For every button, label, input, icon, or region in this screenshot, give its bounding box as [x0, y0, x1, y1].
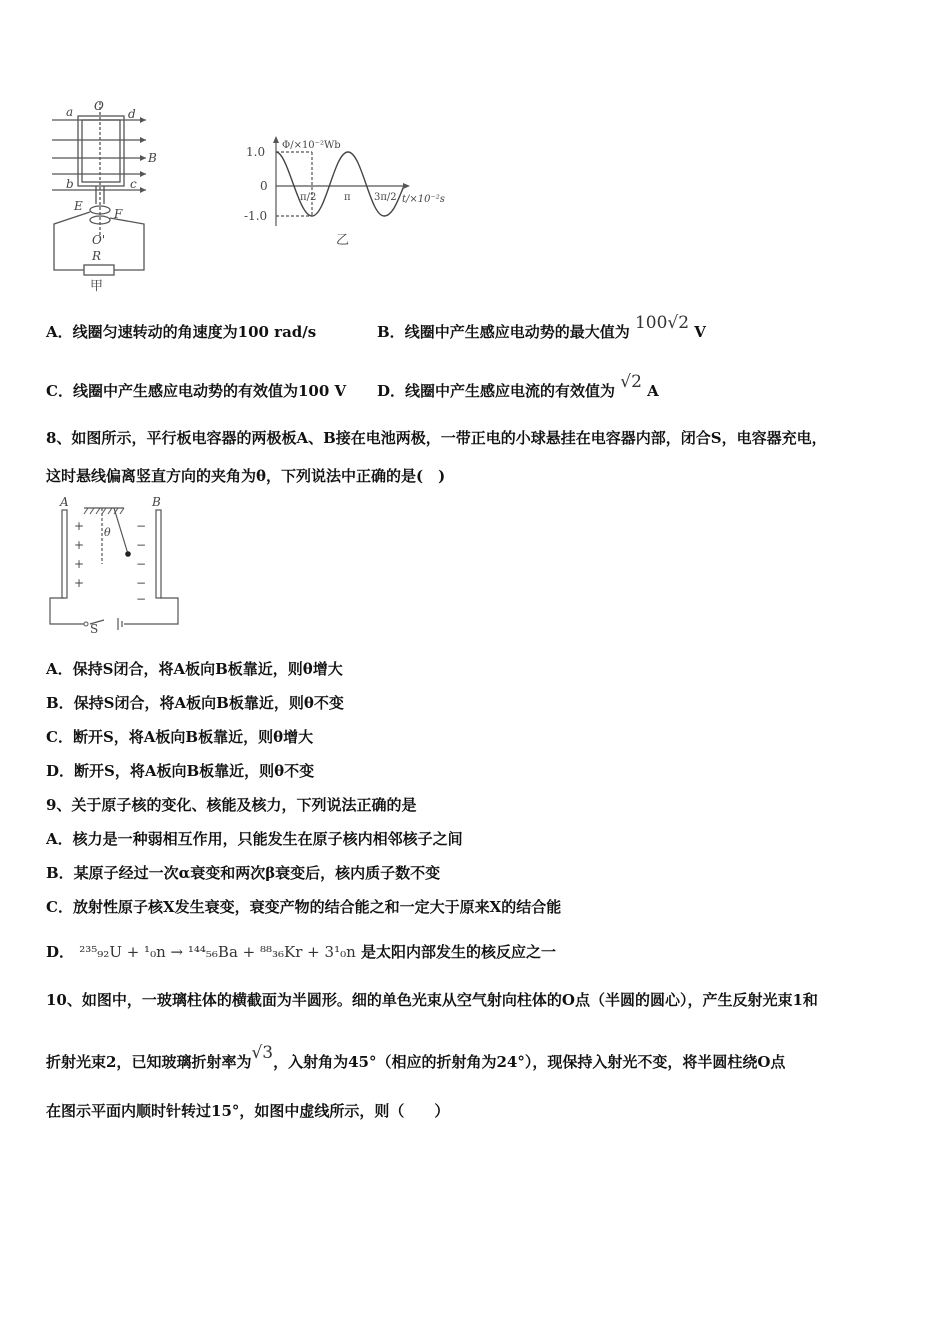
minus-5: − — [136, 592, 147, 606]
q9-option-c: C．放射性原子核X发生衰变，衰变产物的结合能之和一定大于原来X的结合能 — [46, 898, 562, 916]
q7-option-d-text: 线圈中产生感应电流的有效值为 — [405, 382, 616, 400]
q7-option-d-math: √2 — [620, 372, 642, 392]
label-o-prime: O' — [92, 233, 106, 247]
minus-4: − — [136, 576, 147, 590]
q9-option-d-equation: ²³⁵₉₂U + ¹₀n → ¹⁴⁴₅₆Ba + ⁸⁸₃₆Kr + 3¹₀n — [79, 943, 356, 961]
y-tick-0: 0 — [260, 179, 268, 193]
plus-4: + — [74, 576, 85, 590]
label-o: O — [94, 99, 104, 113]
label-a: a — [66, 105, 74, 119]
minus-3: − — [136, 557, 147, 571]
plus-2: + — [74, 538, 85, 552]
q7-option-b — [377, 313, 706, 342]
q9-option-a: A．核力是一种弱相互作用，只能发生在原子核内相邻核子之间 — [46, 830, 463, 848]
plate-b-label: B — [152, 495, 161, 509]
q7-option-c-text: 线圈中产生感应电动势的有效值为100 V — [72, 382, 347, 400]
q9-option-d-label: D． — [46, 943, 75, 961]
q7-option-c — [46, 381, 346, 401]
plate-a-label: A — [60, 495, 69, 509]
plus-3: + — [74, 557, 85, 571]
q7-option-a-text: 线圈匀速转动的角速度为100 rad/s — [72, 323, 317, 341]
theta-label: θ — [104, 526, 111, 539]
y-axis-unit: Φ/×10⁻²Wb — [282, 140, 341, 151]
q10-line-3: 在图示平面内顺时针转过15°，如图中虚线所示，则（ ） — [46, 1102, 450, 1120]
label-c: c — [130, 177, 137, 191]
q9-option-d — [46, 942, 556, 962]
x-tick-three-half-pi: 3π/2 — [374, 192, 397, 203]
q10-line-2-part-b: ，入射角为45°（相应的折射角为24°），现保持入射光不变，将半圆柱绕O点 — [273, 1053, 786, 1071]
x-tick-half-pi: π/2 — [300, 192, 317, 203]
q7-option-d — [377, 372, 659, 401]
q7-option-a-label: A． — [46, 323, 73, 341]
q8-stem-line-1: 8、如图所示，平行板电容器的两极板A、B接在电池两极，一带正电的小球悬挂在电容器内部，闭合S，电容器充电， — [46, 429, 827, 447]
q8-stem-line-2: 这时悬线偏离竖直方向的夹角为θ，下列说法中正确的是( ) — [46, 467, 446, 485]
label-b-field: B — [148, 151, 157, 165]
label-d: d — [128, 107, 136, 121]
q8-option-a: A．保持S闭合，将A板向B板靠近，则θ增大 — [46, 660, 343, 678]
q8-option-c: C．断开S，将A板向B板靠近，则θ增大 — [46, 728, 314, 746]
label-b: b — [66, 177, 74, 191]
q10-line-1: 10、如图中，一玻璃柱体的横截面为半圆形。细的单色光束从空气射向柱体的O点（半圆的圆心），产生反射光束1和 — [46, 991, 818, 1009]
figure-jia-generator — [44, 98, 164, 294]
x-axis-unit: t/×10⁻²s — [402, 194, 445, 205]
q7-option-d-label: D． — [377, 382, 406, 400]
figure-yi-flux-graph — [242, 134, 462, 250]
plus-1: + — [74, 519, 85, 533]
q10-refractive-index: √3 — [251, 1043, 274, 1063]
q8-option-b: B．保持S闭合，将A板向B板靠近，则θ不变 — [46, 694, 344, 712]
q7-option-a — [46, 322, 316, 342]
q7-option-d-unit: A — [647, 382, 659, 400]
q7-option-b-text: 线圈中产生感应电动势的最大值为 — [404, 323, 630, 341]
q9-option-d-text: 是太阳内部发生的核反应之一 — [361, 943, 557, 961]
q7-option-c-label: C． — [46, 382, 73, 400]
q9-option-b: B．某原子经过一次α衰变和两次β衰变后，核内质子数不变 — [46, 864, 441, 882]
label-e: E — [74, 199, 83, 213]
minus-1: − — [136, 519, 147, 533]
caption-jia: 甲 — [90, 279, 104, 294]
q7-option-b-math: 100√2 — [634, 313, 690, 333]
y-tick-neg1: -1.0 — [244, 209, 268, 223]
q10-line-2 — [46, 1043, 786, 1072]
minus-2: − — [136, 538, 147, 552]
figure-capacitor — [44, 494, 186, 636]
q7-option-b-label: B． — [377, 323, 405, 341]
q8-option-d: D．断开S，将A板向B板靠近，则θ不变 — [46, 762, 315, 780]
q7-option-b-unit: V — [694, 323, 706, 341]
label-f: F — [114, 207, 123, 221]
q10-line-2-part-a: 折射光束2，已知玻璃折射率为 — [46, 1053, 252, 1071]
q9-stem: 9、关于原子核的变化、核能及核力，下列说法正确的是 — [46, 796, 417, 814]
switch-s-label: S — [90, 622, 99, 636]
y-tick-1: 1.0 — [246, 145, 266, 159]
caption-yi: 乙 — [336, 233, 350, 248]
label-r: R — [92, 249, 102, 263]
x-tick-pi: π — [344, 192, 351, 203]
